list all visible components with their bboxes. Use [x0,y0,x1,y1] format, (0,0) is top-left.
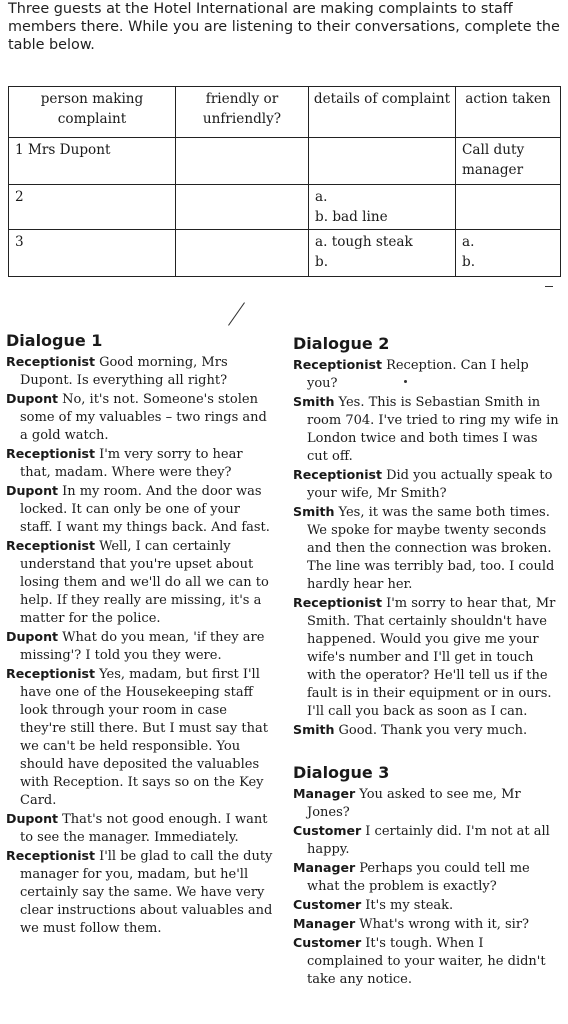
table-row [9,185,561,230]
dialogue-1 [6,330,274,938]
table-row [9,138,561,185]
line: Well, I can certainly understand that you're upset about losing them and we'll do all we can to help. If they really are missing, it's a matter for the police. [20,539,269,626]
cell-friendly[interactable] [176,185,309,230]
dialogue-turn [6,810,274,847]
dialogue-turn [6,445,274,482]
dialogue-turn [6,847,274,938]
speaker: Customer [293,935,362,950]
details-a: a. [315,189,328,205]
dialogue-turn [6,390,274,445]
speaker: Customer [293,823,362,838]
header-friendly: friendly or unfriendly? [176,87,309,138]
line: You asked to see me, Mr Jones? [307,787,521,820]
dialogue-column-left [6,330,274,938]
cell-person: 2 [9,185,176,230]
speaker: Smith [293,394,335,409]
speaker: Receptionist [6,538,96,553]
line: What's wrong with it, sir? [359,917,530,932]
speaker: Receptionist [6,354,96,369]
cell-action[interactable] [456,230,561,277]
line: Yes, madam, but first I'll have one of the Housekeeping staff look through your room in case they're still there. But I must say that we can't be held responsible. You should have deposited the valuables with Reception. It says so on the Key Card. [20,667,268,808]
speaker: Receptionist [293,357,383,372]
details-a: a. tough steak [315,234,413,250]
speaker: Manager [293,916,356,931]
speaker: Manager [293,860,356,875]
header-details: details of complaint [309,87,456,138]
dialogue-turn [293,721,561,740]
cell-action[interactable] [456,185,561,230]
header-person: person making complaint [9,87,176,138]
dialogue-turn [293,896,561,915]
dialogue-turn [293,859,561,896]
speaker: Dupont [6,629,59,644]
line: I'll be glad to call the duty manager for you, madam, but he'll certainly say the same. We have very clear instructions about valuables and we must follow them. [20,849,273,936]
cell-friendly[interactable] [176,138,309,185]
speaker: Dupont [6,811,59,826]
dialogue-turn [293,934,561,989]
pen-stroke-mark [228,302,245,326]
speaker: Smith [293,504,335,519]
line: Reception. Can I help you? [307,358,529,391]
dialogue-turn [6,665,274,810]
speaker: Receptionist [293,467,383,482]
line: Did you actually speak to your wife, Mr Smith? [307,468,553,501]
action-b: b. [462,254,476,270]
pen-stroke-mark [545,286,553,287]
complaints-table [8,86,561,277]
line: Yes. This is Sebastian Smith in room 704. I've tried to ring my wife in London twice and both times I was cut off. [307,395,559,464]
dialogue-turn [293,785,561,822]
line: No, it's not. Someone's stolen some of my valuables – two rings and a gold watch. [20,392,267,443]
speaker: Customer [293,897,362,912]
line: Good. Thank you very much. [338,723,528,738]
header-action: action taken [456,87,561,138]
table-header-row [9,87,561,138]
dialogue-turn [6,537,274,628]
cell-person: 1 Mrs Dupont [9,138,176,185]
line: It's my steak. [365,898,454,913]
speaker: Receptionist [6,446,96,461]
cell-details[interactable] [309,230,456,277]
speaker: Manager [293,786,356,801]
dialogue-turn [293,466,561,503]
cell-person: 3 [9,230,176,277]
line: I'm very sorry to hear that, madam. Where were they? [20,447,243,480]
line: I certainly did. I'm not at all happy. [307,824,550,857]
dialogue-title: Dialogue 2 [293,334,390,353]
dialogue-turn [6,353,274,390]
speaker: Dupont [6,483,59,498]
dialogue-title: Dialogue 1 [6,331,103,350]
details-b: b. bad line [315,209,388,225]
dialogue-turn [293,594,561,721]
line: I'm sorry to hear that, Mr Smith. That certainly shouldn't have happened. Would you give me your wife's number and I'll get in touch with the operator? He'll tell us if the fault is in their equipment or in ours. I'll call you back as soon as I can. [307,596,556,719]
speaker: Dupont [6,391,59,406]
line: Perhaps you could tell me what the problem is exactly? [307,861,530,894]
dialogue-turn [293,822,561,859]
dialogue-turn [293,393,561,466]
instructions: Three guests at the Hotel International are making complaints to staff members there. While you are listening to their conversations, complete the table below. [8,1,560,53]
dialogue-turn [6,482,274,537]
details-b: b. [315,254,329,270]
speaker: Smith [293,722,335,737]
line: That's not good enough. I want to see the manager. Immediately. [20,812,268,845]
dialogue-turn [293,915,561,934]
dialogue-turn [293,503,561,594]
table-row [9,230,561,277]
action-a: Call duty manager [462,142,525,178]
cell-details[interactable] [309,185,456,230]
dialogue-turn [293,356,561,393]
dialogue-turn [6,628,274,665]
speaker: Receptionist [6,848,96,863]
speaker: Receptionist [293,595,383,610]
dialogue-title: Dialogue 3 [293,763,390,782]
line: It's tough. When I complained to your waiter, he didn't take any notice. [307,936,546,987]
cell-details[interactable] [309,138,456,185]
dialogue-3 [293,762,561,989]
cell-action[interactable] [456,138,561,185]
dialogue-2 [293,333,561,740]
line: What do you mean, 'if they are missing'? I told you they were. [20,630,265,663]
speaker: Receptionist [6,666,96,681]
line: Good morning, Mrs Dupont. Is everything all right? [20,355,228,388]
line: Yes, it was the same both times. We spoke for maybe twenty seconds and then the connection was broken. The line was terribly bad, too. I could hardly hear her. [307,505,555,592]
cell-friendly[interactable] [176,230,309,277]
action-a: a. [462,234,475,250]
line: In my room. And the door was locked. It can only be one of your staff. I want my things back. And fast. [20,484,270,535]
dialogue-column-right [293,333,561,989]
